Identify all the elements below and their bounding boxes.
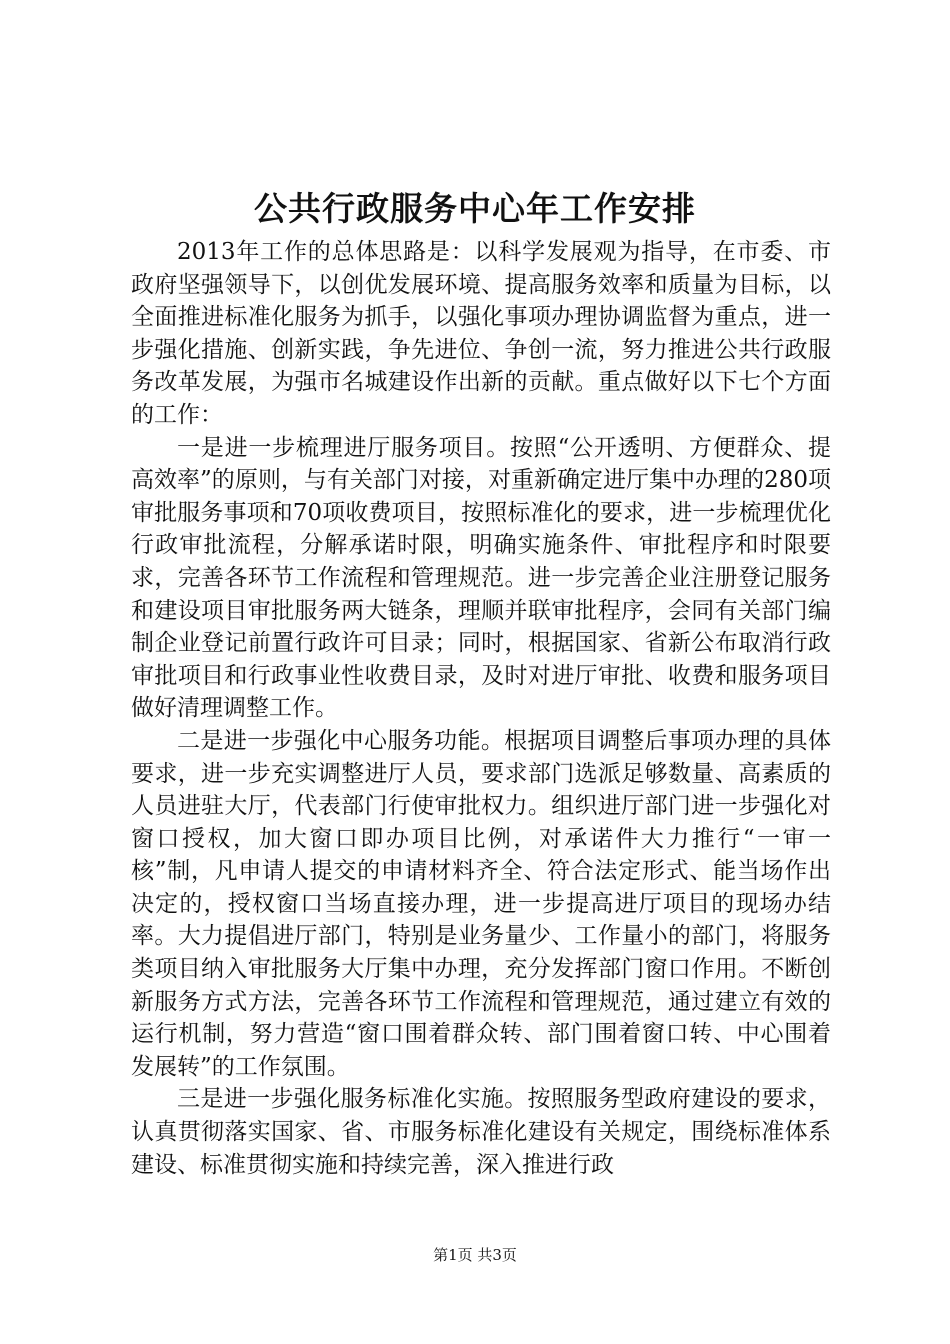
document-title: 公共行政服务中心年工作安排 bbox=[254, 189, 696, 228]
document-body bbox=[131, 236, 831, 1181]
paragraph-item-3: 三是进一步强化服务标准化实施。按照服务型政府建设的要求，认真贯彻落实国家、省、市服务标准化建设有关规定，围绕标准体系建设、标准贯彻实施和持续完善，深入推进行政 bbox=[131, 1086, 831, 1178]
page-number-footer: 第1页 共3页 bbox=[433, 1246, 517, 1264]
paragraph-item-2: 二是进一步强化中心服务功能。根据项目调整后事项办理的具体要求，进一步充实调整进厅人员，要求部门选派足够数量、高素质的人员进驻大厅，代表部门行使审批权力。组织进厅部门进一步强化对窗口授权，加大窗口即办项目比例，对承诺件大力推行“一审一核”制，凡申请人提交的申请材料齐全、符合法定形式、能当场作出决定的，授权窗口当场直接办理，进一步提高进厅项目的现场办结率。大力提倡进厅部门，特别是业务量少、工作量小的部门，将服务类项目纳入审批服务大厅集中办理，充分发挥部门窗口作用。不断创新服务方式方法，完善各环节工作流程和管理规范，通过建立有效的运行机制，努力营造“窗口围着群众转、部门围着窗口转、中心围着发展转”的工作氛围。 bbox=[131, 727, 831, 1080]
paragraph-overview: 2013年工作的总体思路是：以科学发展观为指导，在市委、市政府坚强领导下，以创优发展环境、提高服务效率和质量为目标，以全面推进标准化服务为抓手，以强化事项办理协调监督为重点，进一步强化措施、创新实践，争先进位、争创一流，努力推进公共行政服务改革发展，为强市名城建设作出新的贡献。重点做好以下七个方面的工作： bbox=[131, 239, 831, 428]
paragraph-item-1: 一是进一步梳理进厅服务项目。按照“公开透明、方便群众、提高效率”的原则，与有关部门对接，对重新确定进厅集中办理的280项审批服务事项和70项收费项目，按照标准化的要求，进一步梳理优化行政审批流程，分解承诺时限，明确实施条件、审批程序和时限要求，完善各环节工作流程和管理规范。进一步完善企业注册登记服务和建设项目审批服务两大链条，理顺并联审批程序，会同有关部门编制企业登记前置行政许可目录；同时，根据国家、省新公布取消行政审批项目和行政事业性收费目录，及时对进厅审批、收费和服务项目做好清理调整工作。 bbox=[131, 434, 831, 722]
